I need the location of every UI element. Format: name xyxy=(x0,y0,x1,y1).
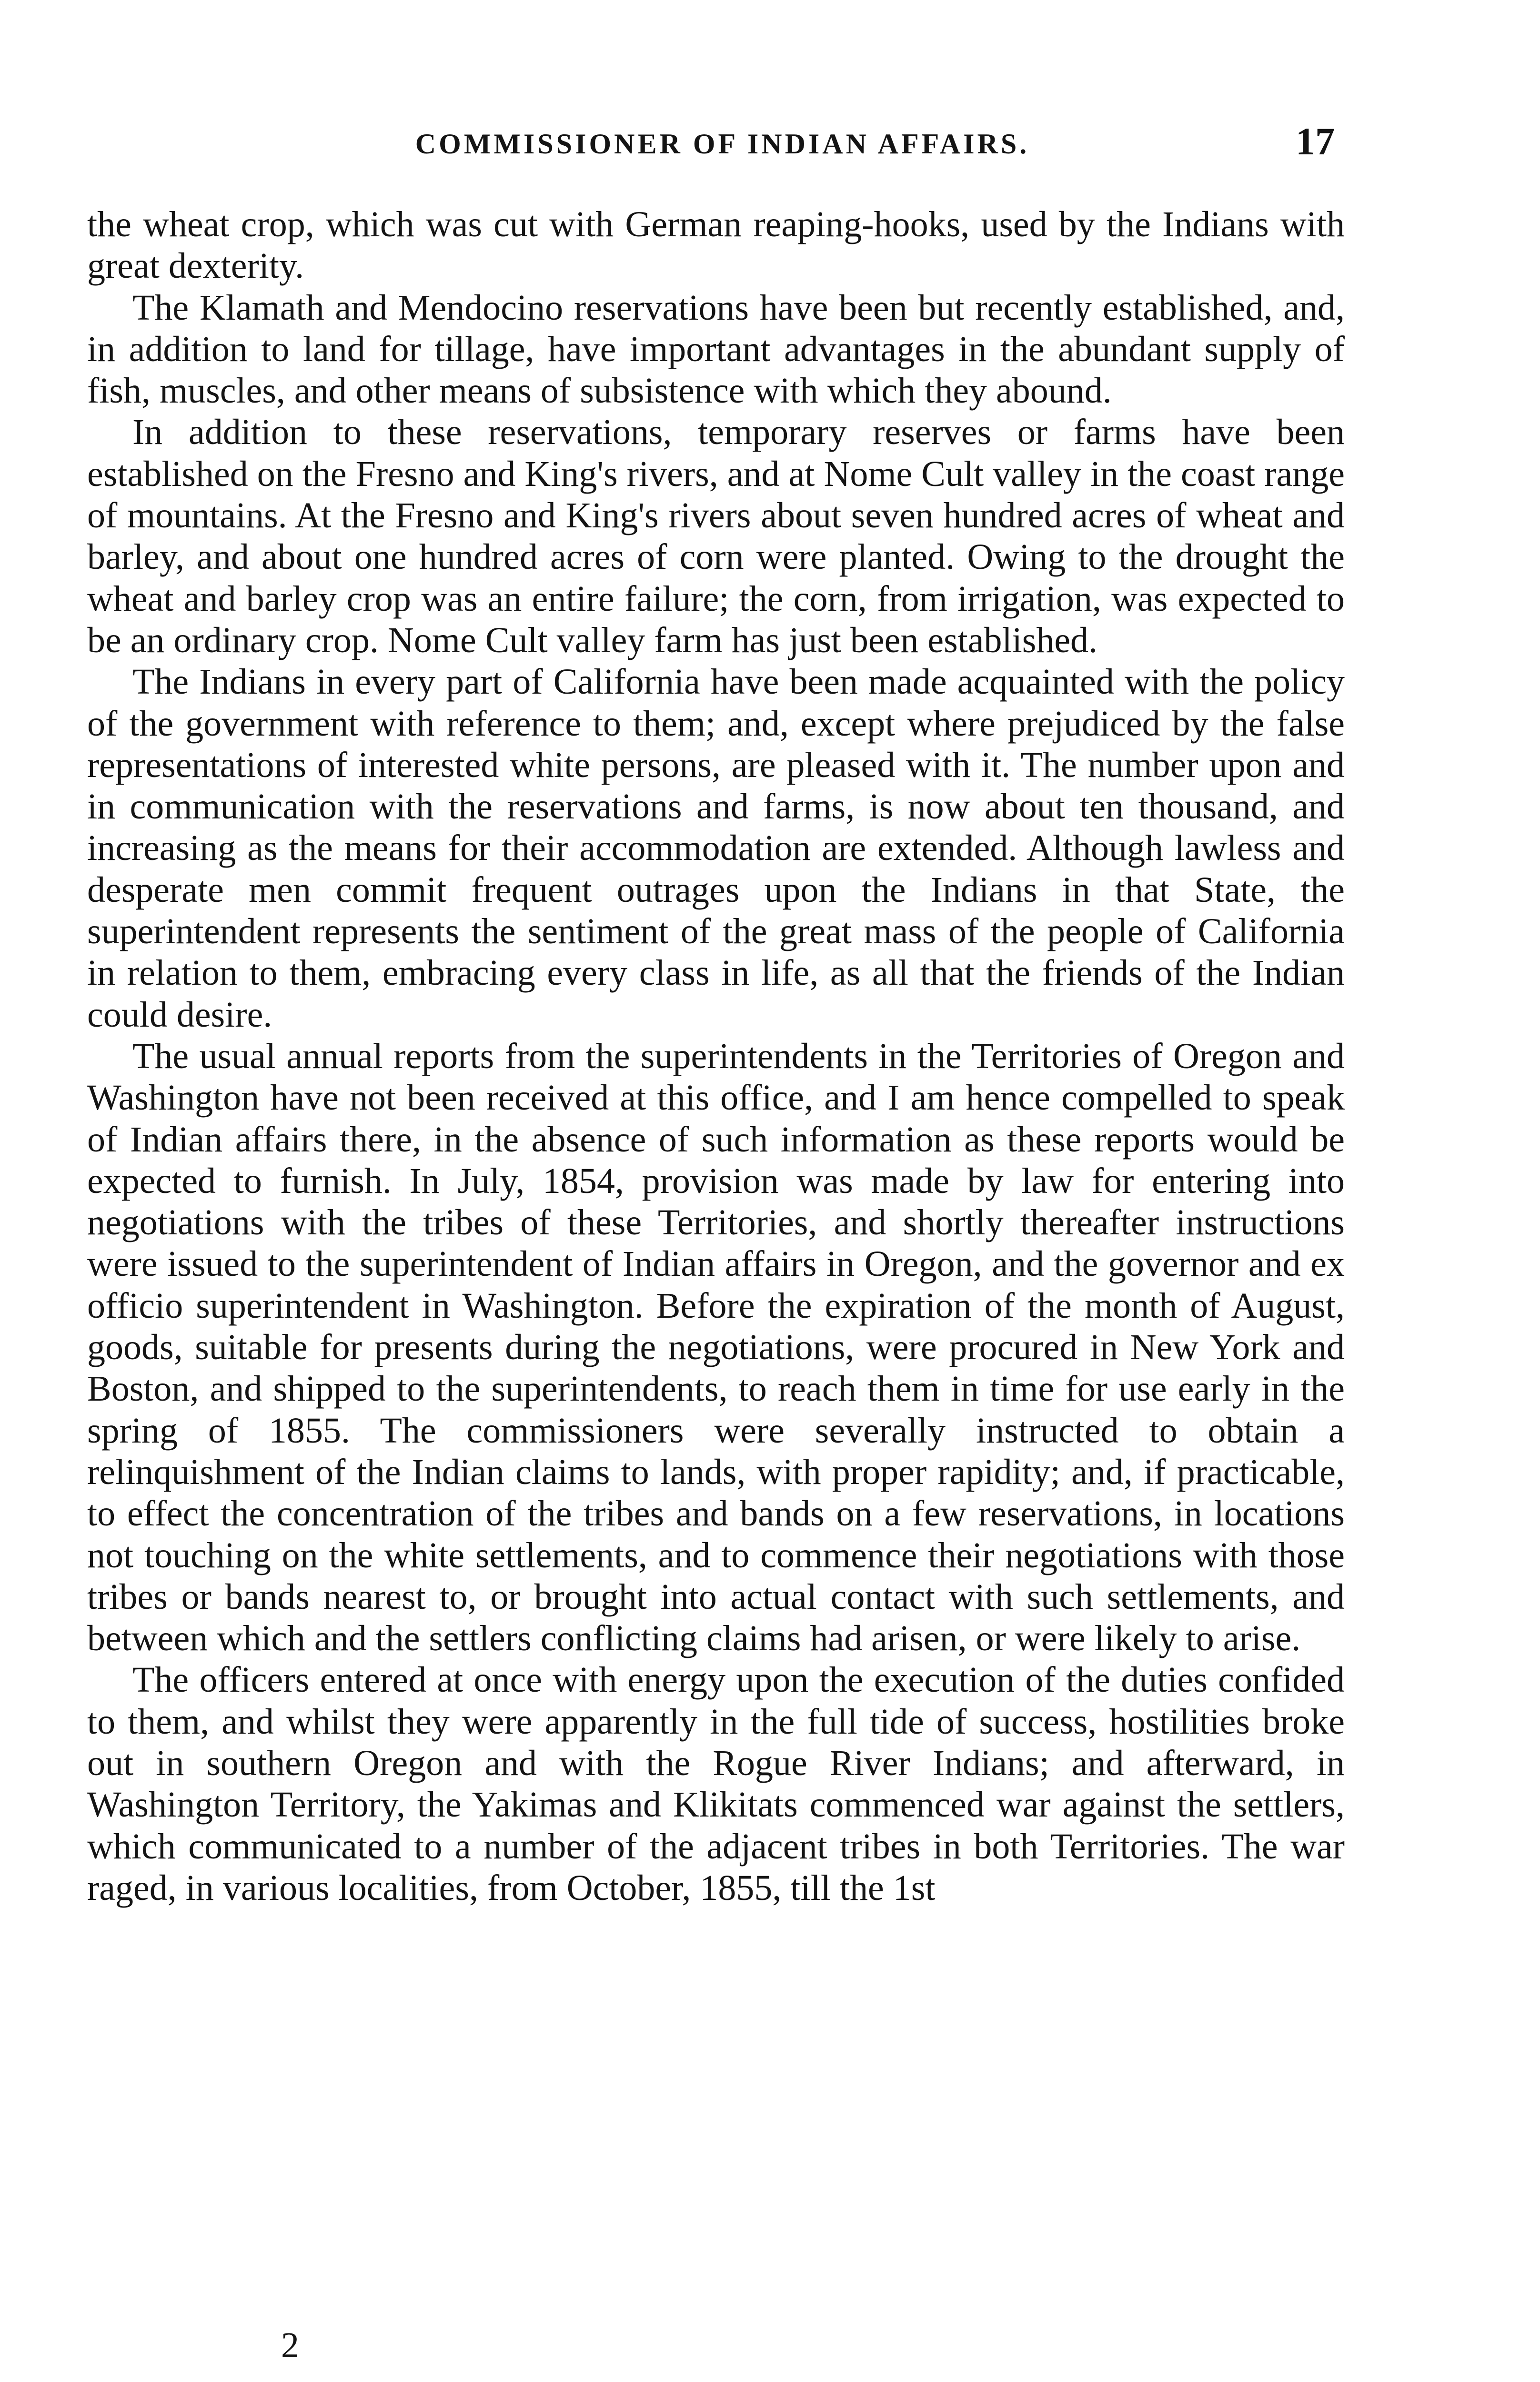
paragraph-3: In addition to these reservations, temporary reserves or farms have been established on the Fresno and King's rivers, and at Nome Cult valley in the coast range of mountains. At the Fresno and King's rivers about seven hundred acres of wheat and barley, and about one hundred acres of corn were planted. Owing to the drought the wheat and barley crop was an entire failure; the corn, from irrigation, was expected to be an ordinary crop. Nome Cult valley farm has just been established. xyxy=(87,412,1345,660)
paragraph-6: The officers entered at once with energy upon the execution of the duties confided to them, and whilst they were apparently in the full tide of success, hostilities broke out in southern Oregon and with the Rogue River Indians; and afterward, in Washington Territory, the Yakimas and Klikitats commenced war against the settlers, which communicated to a number of the adjacent tribes in both Territories. The war raged, in various localities, from October, 1855, till the 1st xyxy=(87,1660,1345,1908)
paragraph-2: The Klamath and Mendocino reservations have been but recently established, and, in addition to land for tillage, have important advantages in the abundant supply of fish, muscles, and other means of subsistence with which they abound. xyxy=(87,287,1345,411)
running-header: COMMISSIONER OF INDIAN AFFAIRS. xyxy=(415,128,1030,160)
paragraph-1: the wheat crop, which was cut with German reaping-hooks, used by the Indians with great dexterity. xyxy=(87,204,1345,286)
page-number: 17 xyxy=(1296,120,1335,163)
paragraph-5: The usual annual reports from the superintendents in the Territories of Oregon and Washington have not been received at this office, and I am hence compelled to speak of Indian affairs there, in the absence of such information as these reports would be expected to furnish. In July, 1854, provision was made by law for entering into negotiations with the tribes of these Territories, and shortly thereafter instructions were issued to the superintendent of Indian affairs in Oregon, and the governor and ex officio superintendent in Washington. Before the expiration of the month of August, goods, suitable for presents during the negotiations, were procured in New York and Boston, and shipped to the superintendents, to reach them in time for use early in the spring of 1855. The commissioners were severally instructed to obtain a relinquishment of the Indian claims to lands, with proper rapidity; and, if practicable, to effect the concentration of the tribes and bands on a few reservations, in locations not touching on the white settlements, and to commence their negotiations with those tribes or bands nearest to, or brought into actual contact with such settlements, and between which and the settlers conflicting claims had arisen, or were likely to arise. xyxy=(87,1036,1345,1659)
body-text xyxy=(87,204,1345,1909)
signature-mark: 2 xyxy=(281,2325,299,2365)
paragraph-4: The Indians in every part of California have been made acquainted with the policy of the government with reference to them; and, except where prejudiced by the false representations of interested white persons, are pleased with it. The number upon and in communication with the reservations and farms, is now about ten thousand, and increasing as the means for their accommodation are extended. Although lawless and desperate men commit frequent outrages upon the Indians in that State, the superintendent represents the sentiment of the great mass of the people of California in relation to them, embracing every class in life, as all that the friends of the Indian could desire. xyxy=(87,662,1345,1035)
